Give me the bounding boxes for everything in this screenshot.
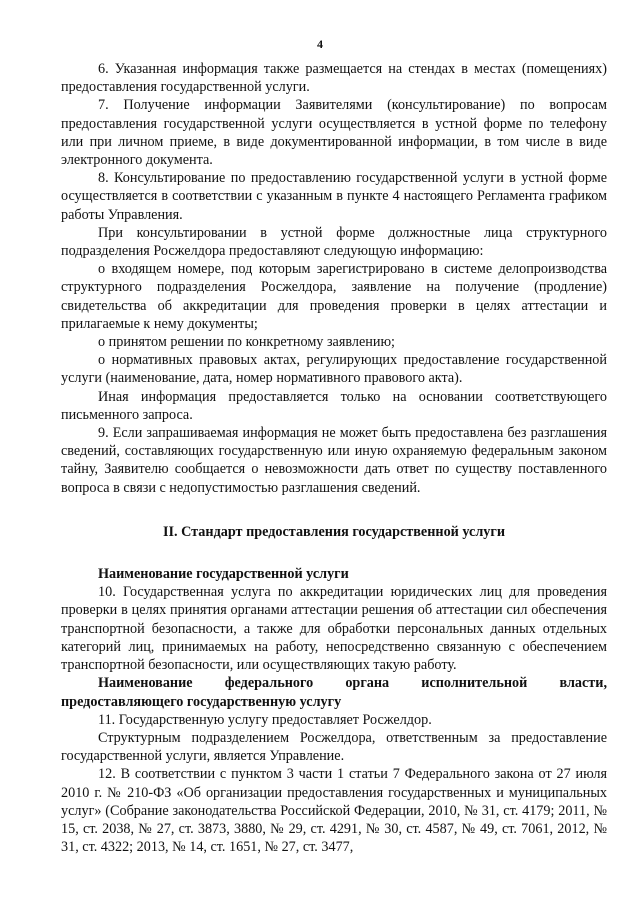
paragraph-12: 12. В соответствии с пунктом 3 части 1 статьи 7 Федерального закона от 27 июля 2010 г. № 210-ФЗ «Об организации предоставления государственных и муниципальных услуг» (Собрание законодательства Российской Федерации, 2010, № 31, ст. 4179; 2011, № 15, ст. 2038, № 27, ст. 3873, 3880, № 29, ст. 4291, № 30, ст. 4587, № 49, ст. 7061, 2012, № 31, ст. 4322; 2013, № 14, ст. 1651, № 27, ст. 3477, [61, 766, 607, 856]
paragraph-8: 8. Консультирование по предоставлению государственной услуги в устной форме осуществляется в соответствии с указанным в пункте 4 настоящего Регламента графиком работы Управления. [61, 170, 607, 223]
section-heading: II. Стандарт предоставления государственной услуги [162, 523, 506, 540]
document-body [61, 60, 607, 856]
paragraph-responsible-unit: Структурным подразделением Росжелдора, ответственным за предоставление государственной услуги, является Управление. [61, 729, 607, 765]
paragraph-7: 7. Получение информации Заявителями (консультирование) по вопросам предоставления государственной услуги осуществляется в устной форме по телефону или при личном приеме, в виде документированной информации, в том числе в виде электронного документа. [61, 97, 607, 169]
paragraph-decision: о принятом решении по конкретному заявлению; [98, 334, 395, 351]
paragraph-9: 9. Если запрашиваемая информация не может быть предоставлена без разглашения сведений, составляющих государственную или иную охраняемую федеральным законом тайну, Заявителю сообщается о невозможности дать ответ по существу поставленного вопроса в связи с недопустимостью разглашения сведений. [61, 425, 607, 496]
paragraph-incoming-number: о входящем номере, под которым зарегистрировано в системе делопроизводства структурного подразделения Росжелдора, заявление на получение (продление) свидетельства об аккредитации для проведения проверки в целях аттестации и прилагаемые к нему документы; [61, 261, 607, 332]
subheading-federal-body: Наименование федерального органа исполнительной власти, предоставляющего государственную услугу [61, 675, 607, 710]
paragraph-consultation-intro: При консультировании в устной форме должностные лица структурного подразделения Росжелдора предоставляют следующую информацию: [61, 224, 607, 260]
paragraph-11: 11. Государственную услугу предоставляет Росжелдор. [98, 711, 432, 728]
paragraph-other-info: Иная информация предоставляется только на основании соответствующего письменного запроса. [61, 388, 607, 423]
paragraph-6: 6. Указанная информация также размещается на стендах в местах (помещениях) предоставления государственной услуги. [61, 61, 607, 96]
paragraph-10: 10. Государственная услуга по аккредитации юридических лиц для проведения проверки в целях принятия органами аттестации решения об аттестации сил обеспечения транспортной безопасности, а также для обработки персональных данных отдельных категорий лиц, принимаемых на работу, непосредственно связанную с обеспечением транспортной безопасности, или осуществляющих такую работу. [61, 584, 607, 674]
page-number: 4 [317, 37, 323, 51]
paragraph-legal-acts: о нормативных правовых актах, регулирующих предоставление государственной услуги (наименование, дата, номер нормативного правового акта). [61, 352, 607, 387]
subheading-service-name: Наименование государственной услуги [98, 566, 349, 583]
